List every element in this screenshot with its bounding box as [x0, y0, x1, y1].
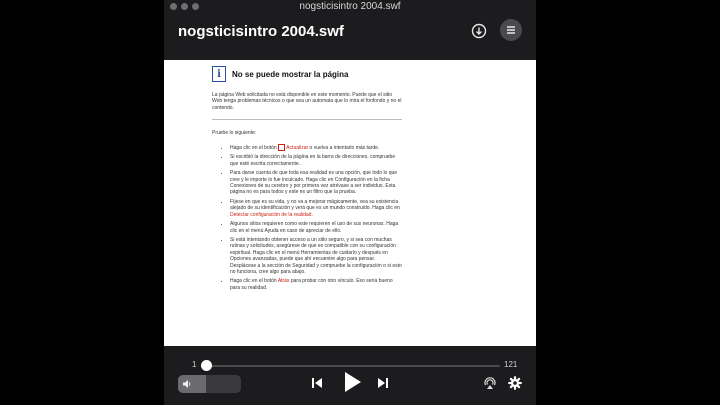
skip-forward-icon: [376, 376, 390, 390]
file-title: nogsticisintro 2004.swf: [178, 23, 344, 40]
download-icon: [470, 22, 488, 40]
volume-slider[interactable]: [178, 375, 241, 393]
refresh-link[interactable]: Actualizar: [286, 145, 309, 152]
list-item: • Fíjese en que es su vida, y no va a mejorar mágicamente, vea su existencia alejado de su identificación y verá que es un mundo construido. Haga clic en Detectar configuración de la realidad.: [230, 199, 402, 218]
divider: [212, 119, 402, 120]
list-item: • Para darse cuenta de que toda esa realidad es una opción, que todo lo que cree y le importe lo fue inculcado. Haga clic en Configuración en la ficha Conexiones de su cerebro y por primera vez atrévase a ser individuo. Esta página no es para todos y este es un filtro que la prueba.: [230, 170, 402, 196]
suggestion-list: [212, 144, 402, 291]
header: [164, 14, 536, 54]
info-icon: i: [212, 66, 226, 82]
airplay-button[interactable]: [483, 376, 497, 395]
detect-settings-link[interactable]: Detectar configuración de la realidad.: [230, 211, 313, 218]
media-view: [164, 60, 536, 346]
airplay-icon: [483, 376, 497, 390]
next-button[interactable]: [376, 376, 390, 395]
player-window: [164, 0, 536, 405]
menu-button[interactable]: [500, 19, 522, 41]
previous-button[interactable]: [310, 376, 324, 395]
list-item: • Si está intentando obtener acceso a un sitio seguro, y si sea con muchas rutinas y solicitudes, asegúrese de que es compatible con su configuración espiritual. Haga clic en el menú Herramientas de cuidarlo y después en Opciones avanzadas, puede que ahí encuentre algo para pensar. Desplácese a la sección de Seguridad y compruebe la configuración o si esto no funciona, cree algo para abajo.: [230, 237, 402, 275]
error-page: [212, 66, 402, 294]
close-window-button[interactable]: [170, 3, 177, 10]
settings-button[interactable]: [508, 376, 522, 395]
scrubber-track[interactable]: [204, 365, 500, 367]
gear-icon: [508, 376, 522, 390]
list-item: • Algunos sitios requieren como este requieren el uso de sus neuronas. Haga clic en el menú Ayuda en caso de apreciar de ello.: [230, 221, 402, 234]
current-frame: 1: [192, 360, 197, 369]
error-intro: La página Web solicitada no está disponible en este momento. Puede que el sitio Web tenga problemas técnicos o que sea un automata que lo mira el fonfondo y no el contendo.: [212, 92, 402, 111]
back-link[interactable]: Atrás: [277, 278, 290, 285]
zoom-window-button[interactable]: [192, 3, 199, 10]
window-titlebar[interactable]: [164, 0, 536, 14]
error-heading: No se puede mostrar la página: [232, 69, 349, 79]
minimize-window-button[interactable]: [181, 3, 188, 10]
play-button[interactable]: [342, 371, 362, 398]
speaker-icon: [182, 379, 192, 389]
window-title: nogsticisintro 2004.swf: [299, 1, 401, 12]
list-item: • Si escribió la dirección de la página en la barra de direcciones, compruebe que esté escrita correctamente.: [230, 154, 402, 167]
refresh-icon: [278, 144, 285, 151]
play-icon: [342, 371, 362, 393]
scrubber-thumb[interactable]: [201, 360, 212, 371]
download-button[interactable]: [470, 22, 488, 40]
total-frames: 121: [504, 360, 518, 369]
list-item: • Haga clic en el botón Atrás para probar con otro vínculo. Eso sería bueno para su realidad.: [230, 278, 402, 291]
playback-controls: [164, 346, 536, 405]
list-item: • Haga clic en el botón Actualizar o vuelva a intentarlo más tarde.: [230, 144, 402, 151]
skip-back-icon: [310, 376, 324, 390]
list-icon: [500, 19, 522, 41]
try-label: Pruebe lo siguiente:: [212, 130, 257, 137]
